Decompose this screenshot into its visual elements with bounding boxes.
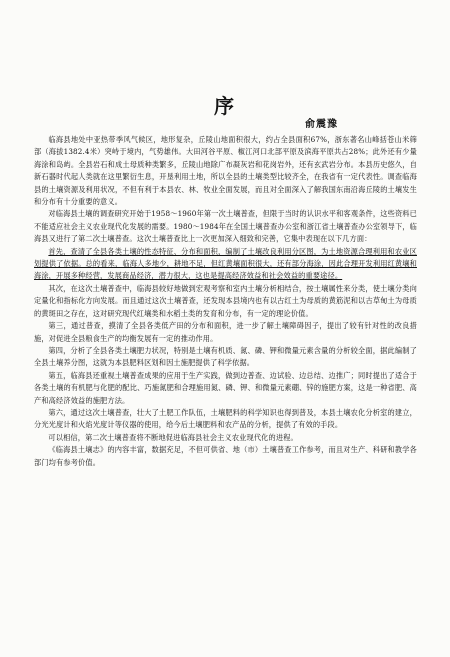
paragraph-5: 第三，通过普查，摸清了全县各类低产田的分布和面积，进一步了解土壤障碍因子，提出了较有针对性的改良措施，对促进全县粮食生产的均衡发展有一定的推动作用。 [34, 321, 417, 343]
paragraph-7: 第五，临海县还重视土壤普查成果的应用于生产实践，做到边普查、边试验、边总结、边推广；同时提出了适合于各类土壤的有机肥与化肥的配比、巧施氮肥和合理施用氮、磷、钾、和微量元素硼、锌的施肥方案，这是一种省肥、高产和高经济效益的施肥方法。 [34, 370, 417, 405]
paragraph-1: 临海县地处中亚热带季风气候区，地形复杂，丘陵山地面积很大，约占全县面积67%，浙东著名山峰括苍山米筛部（海拔1382.4米）突峙于境内，气势雄伟。大田河谷平原、椒江河口北部平原及滨海平原共占28%；此外还有少量海涂和岛屿。全县岩石和成土母质种类繁多，丘陵山地除广布凝灰岩和花岗岩外，还有玄武岩分布。本县历史悠久，自新石器时代起人类就在这里繁衍生息，开垦利用土地，所以全县的土壤类型比较齐全，在我省有一定代表性。调查临海县的土壤资源及利用状况，不但有利于本县农、林、牧业全面发展，而且对全面深入了解我国东南沿海丘陵的土壤发生和分布有十分重要的意义。 [34, 135, 417, 207]
paragraph-9: 可以相信，第二次土壤普查将不断地促进临海县社会主义农业现代化的进程。 [48, 432, 298, 442]
author-name: 俞震豫 [305, 119, 338, 130]
paragraph-4: 其次，在这次土壤普查中，临海县较好地做到宏观考察和室内土壤分析相结合，按土壤属性来分类，使土壤分类向定量化和指标化方向发展。而且通过这次土壤普查，还发现本县境内也有以古红土为母质的黄筋泥和以古草甸土为母质的黄斑田之存在，这对研究现代红壤类和水稻土类的发育和分布，有一定的理论价值。 [34, 283, 417, 318]
paragraph-2: 对临海县土壤的调查研究开始于1958～1960年第一次土壤普查，但限于当时的认识水平和客观条件，这些资料已不能适应社会主义农业现代化发展的需要。1980～1984年在全国土壤普查办公室和浙江省土壤普查办公室领导下，临海县又进行了第二次土壤普查。这次土壤普查比上一次更加深入细致和完善，它集中表现在以下几方面： [34, 209, 417, 244]
paragraph-3: 首先，查清了全县各类土壤的性态特征、分布和面积，编制了土壤改良利用分区图，为土地资源合理利用和农业区划提供了依据。总的看来，临海人多地少，耕地不足，但红黄壤面积很大，还有部分海涂，因此合理开发利用红黄壤和海涂，开展多种经营，发展商品经济，潜力很大，这也是提高经济效益和社会效益的重要途径。 [34, 246, 417, 281]
preface-body [34, 134, 417, 469]
paragraph-10: 《临海县土壤志》的内容丰富，数据充足，不但可供省、地（市）土壤普查工作参考，而且对生产、科研和教学各部门均有参考价值。 [34, 445, 417, 467]
paragraph-6: 第四，分析了全县各类土壤肥力状况，特别是土壤有机质、氮、磷、钾和微量元素含量的分析较全面，据此编制了全县土壤养分图，这就为本县肥料区划和因土施肥提供了科学依据。 [34, 345, 417, 368]
preface-title: 序 [214, 94, 236, 118]
paragraph-8: 第六，通过这次土壤普查，壮大了土肥工作队伍，土壤肥料的科学知识也得到普及，本县土壤农化分析室的建立，分光光度计和火焰光度计等仪器的使用，给今后土壤肥料和农产品的分析，提供了有效的手段。 [34, 407, 417, 430]
